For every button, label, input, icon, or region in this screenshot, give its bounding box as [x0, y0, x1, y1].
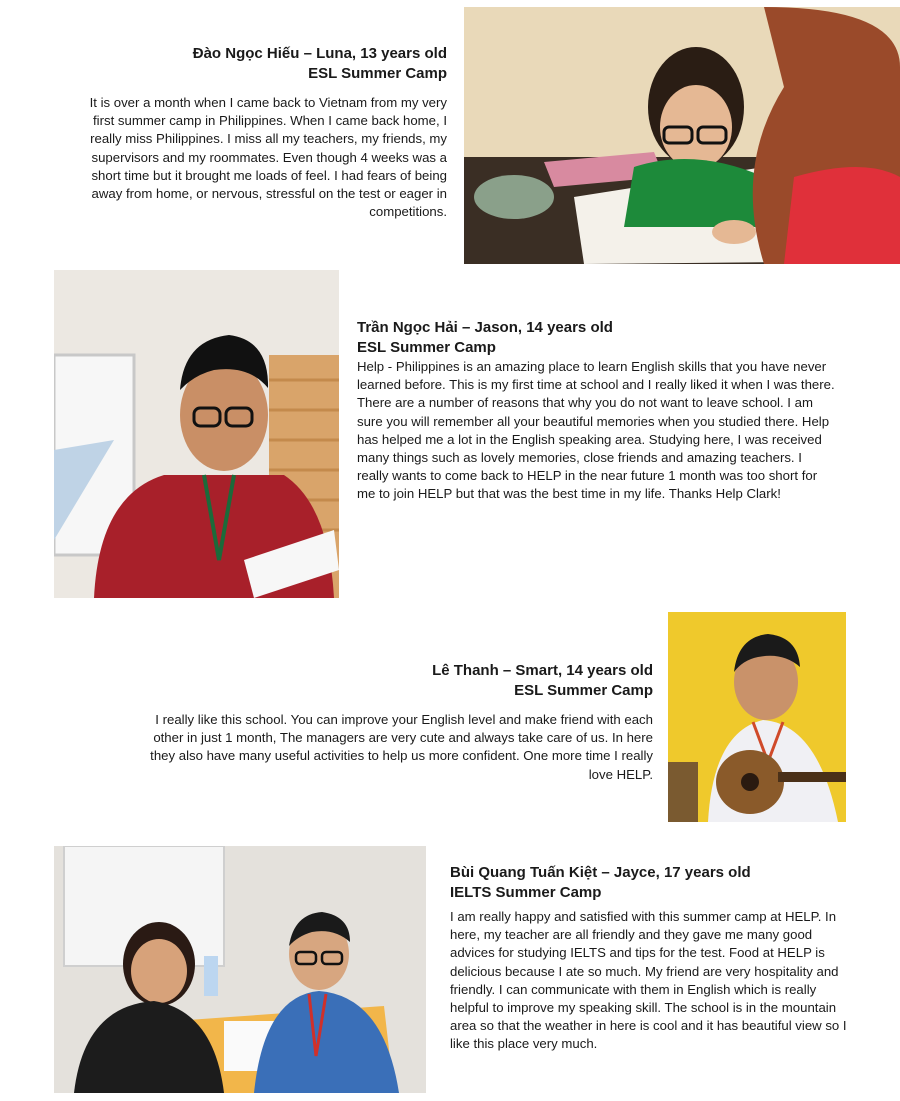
- photo-luna-studying: [464, 7, 900, 264]
- testimonial-jayce: [450, 863, 848, 1054]
- photo-illustration: [54, 270, 339, 598]
- photo-jason-reading: [54, 270, 339, 598]
- photo-illustration: [668, 612, 846, 822]
- student-name: Lê Thanh – Smart, 14 years old: [432, 662, 653, 679]
- photo-smart-guitar: [668, 612, 846, 822]
- testimonial-text: I am really happy and satisfied with this summer camp at HELP. In here, my teacher are all friendly and they gave me many good advices for studying IELTS and tips for the test. Food at HELP is delicious because I ate so much. My friend are very hospitality and friendly. I can communicate with them in English which is really helpful to improve my speaking skill. The school is in the mountain area so that the weather in here is cool and it has beautiful view so I like this place very much.: [450, 909, 847, 1052]
- testimonial-jason: [357, 318, 835, 504]
- camp-name: IELTS Summer Camp: [450, 884, 602, 901]
- camp-name: ESL Summer Camp: [357, 339, 496, 356]
- student-name: Đào Ngọc Hiếu – Luna, 13 years old: [192, 45, 447, 62]
- student-name: Bùi Quang Tuấn Kiệt – Jayce, 17 years old: [450, 864, 751, 881]
- testimonial-text: Help - Philippines is an amazing place to learn English skills that you have never learned before. This is my first time at school and I really liked it when I was there. There are a number of reasons that why you do not want to leave school. I am sure you will remember all your beautiful memories when you studied there. Help has helped me a lot in the English speaking area. Studying here, I was received many things such as lovely memories, close friends and amazing teachers. I really wants to come back to HELP in the near future 1 month was too short for me to join HELP but that was the best time in my life. Thanks Help Clark!: [357, 359, 835, 502]
- testimonial-text: It is over a month when I came back to Vietnam from my very first summer camp in Philippines. When I came back home, I really miss Philippines. I miss all my teachers, my friends, my supervisors and my roommates. Even though 4 weeks was a short time but it brought me loads of feel. I had fears of being away from home, or nervous, stressful on the test or eager in competitions.: [89, 95, 447, 220]
- camp-name: ESL Summer Camp: [308, 65, 447, 82]
- photo-illustration: [54, 846, 426, 1093]
- student-name: Trần Ngọc Hải – Jason, 14 years old: [357, 319, 613, 336]
- testimonial-text: I really like this school. You can improve your English level and make friend with each other in just 1 month, The managers are very cute and always take care of us. In here they also have many useful activities to help us more confident. One more time I really love HELP.: [150, 712, 653, 782]
- camp-name: ESL Summer Camp: [514, 682, 653, 699]
- testimonial-luna: [82, 44, 447, 221]
- photo-illustration: [464, 7, 900, 264]
- photo-jayce-with-teacher: [54, 846, 426, 1093]
- testimonial-smart: [133, 661, 653, 784]
